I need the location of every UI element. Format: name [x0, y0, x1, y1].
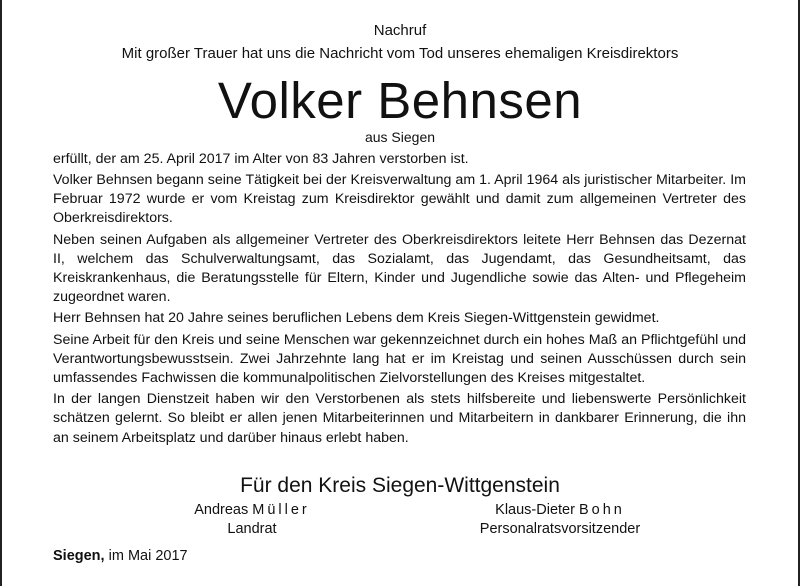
signatory-left-role: Landrat	[227, 521, 277, 537]
paragraph-duties: Neben seinen Aufgaben als allgemeiner Vertreter des Oberkreisdirektors leitete Herr Behnsen das Dezernat II, welchem das Schulverwaltungsamt, das Sozialamt, das Jugendamt, das Gesundheitsamt, das Kreiskrankenhaus, die Beratungsstelle für Eltern, Kinder und Jugendliche sowie das Alten- und Pflegeheim zugeordnet waren.	[53, 231, 746, 306]
date: im Mai 2017	[108, 548, 188, 564]
signatory-left	[162, 501, 342, 539]
signatory-right-role: Personalratsvorsitzender	[479, 521, 641, 537]
signatory-right-first-name: Klaus-Dieter	[495, 502, 575, 518]
signatory-right-last-name: Bohn	[578, 502, 625, 518]
paragraphs	[53, 171, 746, 450]
place-date	[53, 548, 188, 564]
paragraph-career: Volker Behnsen begann seine Tätigkeit bei der Kreisverwaltung am 1. April 1964 als juristischer Mitarbeiter. Im Februar 1972 wurde er vom Kreistag zum Kreisdirektor gewählt und damit zum allgemeinen Vertreter des Oberkreisdirektors.	[53, 172, 746, 227]
origin-line: aus Siegen	[364, 129, 436, 145]
paragraph-years: Herr Behnsen hat 20 Jahre seines beruflichen Lebens dem Kreis Siegen-Wittgenstein gewidmet.	[53, 310, 660, 327]
intro-line: Mit großer Trauer hat uns die Nachricht vom Tod unseres ehemaligen Kreisdirektors	[121, 45, 679, 62]
signatory-right-name	[440, 501, 680, 520]
paragraph-character: Seine Arbeit für den Kreis und seine Menschen war gekennzeichnet durch ein hohes Maß an Pflichtgefühl und Verantwortungsbewusstsein. Zwei Jahrzehnte lang hat er im Kreistag und seinen Ausschüssen durch sein umfassendes Fachwissen die kommunalpolitischen Zielvorstellungen des Kreises mitgestaltet.	[53, 331, 746, 387]
died-line: erfüllt, der am 25. April 2017 im Alter von 83 Jahren verstorben ist.	[53, 151, 469, 167]
notice-heading: Nachruf	[373, 22, 427, 39]
place: Siegen,	[53, 548, 105, 564]
signatory-left-first-name: Andreas	[194, 502, 249, 518]
signature-heading: Für den Kreis Siegen-Wittgenstein	[240, 474, 560, 497]
signatory-left-name	[162, 501, 342, 520]
deceased-name: Volker Behnsen	[217, 72, 583, 129]
signatory-right	[440, 501, 680, 539]
signatory-left-last-name: Müller	[252, 502, 310, 518]
paragraph-memory: In der langen Dienstzeit haben wir den Verstorbenen als stets hilfsbereite und liebenswerte Persönlichkeit schätzen gelernt. So bleibt er allen jenen Mitarbeiterinnen und Mitarbeitern in dankbarer Erinnerung, die ihn an seinem Arbeitsplatz und darüber hinaus erlebt haben.	[53, 391, 746, 446]
